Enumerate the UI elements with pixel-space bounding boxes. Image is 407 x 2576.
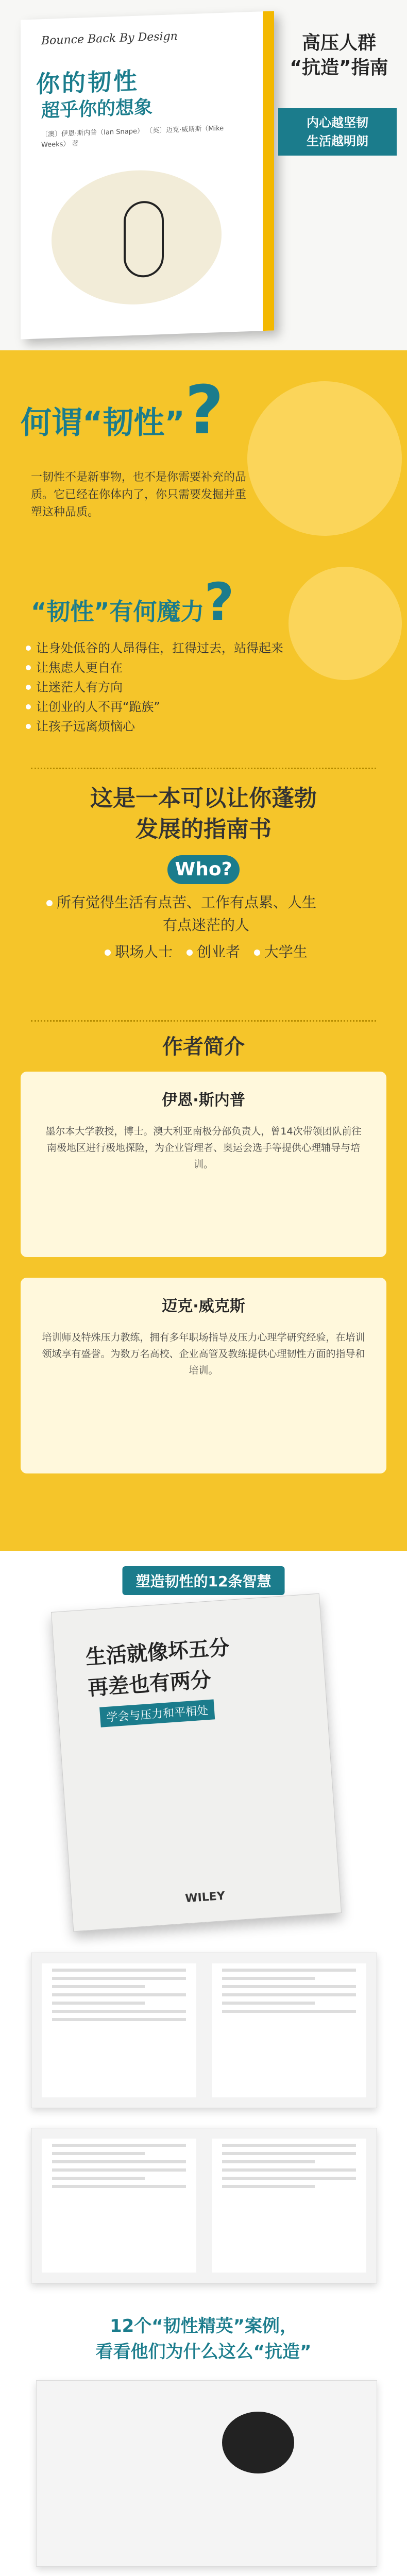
author-desc: 培训师及特殊压力教练，拥有多年职场指导及压力心理学研究经验，在培训领域享有盛誉。为数万名高校、企业高管及教练提供心理韧性方面的指导和培训。: [42, 1332, 365, 1376]
highlight-1: 内心越坚韧: [307, 115, 368, 130]
bullet-icon: [26, 704, 31, 709]
bullet-icon: [26, 646, 31, 651]
list-item: 让孩子远离烦恼心: [26, 717, 294, 736]
intro-section: [0, 350, 407, 1551]
tips-section: [0, 1551, 407, 2303]
author-name: 迈克·威克斯: [162, 1297, 245, 1315]
author-card: [21, 1278, 386, 1473]
story-heading: 12个“韧性精英”案例， 看看他们为什么这么“抗造”: [95, 2316, 312, 2362]
story-section: [0, 2303, 407, 2576]
bullet-icon: [26, 724, 31, 729]
highlight-2: 生活越明朗: [307, 134, 368, 148]
book-page-photo: [36, 2380, 377, 2567]
who-badge: Who?: [167, 855, 240, 884]
book-cover: [21, 11, 274, 339]
list-item: 让焦虑人更自在: [26, 658, 294, 677]
author-card: [21, 1072, 386, 1257]
list-item: 让身处低谷的人昂得住，扛得过去，站得起来: [26, 639, 294, 657]
bullet-icon: [26, 665, 31, 670]
who-tag: 职场人士: [115, 943, 173, 960]
publisher-logo: WILEY: [184, 1889, 226, 1906]
book-tag: 学会与压力和平相处: [99, 1699, 215, 1727]
decor-circle: [289, 567, 402, 680]
cover-illustration: [52, 167, 222, 308]
who-tag: 创业者: [196, 943, 240, 960]
q1-body: 一韧性不是新事物，也不是你需要补充的品质。它已经在你体内了，你只需要发掘并重塑这种品质。: [31, 471, 247, 519]
question-mark-icon: ?: [184, 371, 224, 449]
book-title-2: 再差也有两分: [87, 1668, 212, 1701]
author-name: 伊恩·斯内普: [162, 1091, 245, 1109]
q1-heading: [21, 371, 224, 449]
list-item: 让迷茫人有方向: [26, 678, 294, 697]
bullet-icon: [254, 950, 260, 956]
cover-subtitle-en: Bounce Back By Design: [41, 29, 178, 48]
q1-title: 何谓“韧性”: [21, 405, 185, 441]
decor-circle: [247, 381, 402, 536]
who-tag: 大学生: [264, 943, 308, 960]
benefit-list: [26, 639, 294, 737]
book-page-spread: [31, 2128, 377, 2283]
question-mark-icon: ?: [204, 572, 234, 632]
section-title: 塑造韧性的12条智慧: [123, 1566, 285, 1595]
book-title-1: 生活就像坏五分: [84, 1636, 231, 1670]
author-desc: 墨尔本大学教授，博士。澳大利亚南极分部负责人，曾14次带领团队前往南极地区进行极地探险，为企业管理者、奥运会选手等提供心理辅导与培训。: [45, 1126, 362, 1170]
who-text: 所有觉得生活有点苦、工作有点累、人生 有点迷茫的人 职场人士 创业者 大学生: [46, 891, 366, 963]
hero-section: [0, 0, 407, 350]
book-page-spread: [31, 1953, 377, 2108]
list-item: 让创业的人不再“跪族”: [26, 698, 294, 716]
bullet-icon: [105, 950, 111, 956]
illustration-icon: [222, 2412, 294, 2473]
hero-badge: [282, 31, 396, 80]
cover-figure-icon: [124, 200, 164, 278]
bullet-icon: [46, 900, 53, 906]
guide-heading: 这是一本可以让你蓬勃 发展的指南书: [90, 785, 317, 842]
cover-title-1: 你的韧性: [36, 66, 139, 98]
hero-highlight-box: [278, 108, 397, 156]
q2-title: “韧性”有何魔力: [31, 598, 205, 625]
bullet-icon: [26, 685, 31, 690]
badge-line-2: “抗造”指南: [290, 57, 388, 78]
q2-heading: [31, 572, 234, 632]
bullet-icon: [186, 950, 193, 956]
badge-line-1: 高压人群: [301, 32, 376, 54]
author-heading: 作者简介: [162, 1035, 245, 1059]
divider: [31, 768, 376, 769]
cover-authors: 〔澳〕伊恩·斯内普（Ian Snape） 〔英〕迈克·威斯斯（Mike Weeks） 著: [41, 124, 224, 149]
divider: [31, 1020, 376, 1022]
cover-title-2: 超乎你的想象: [41, 96, 153, 122]
book-back-cover: [51, 1594, 342, 1932]
